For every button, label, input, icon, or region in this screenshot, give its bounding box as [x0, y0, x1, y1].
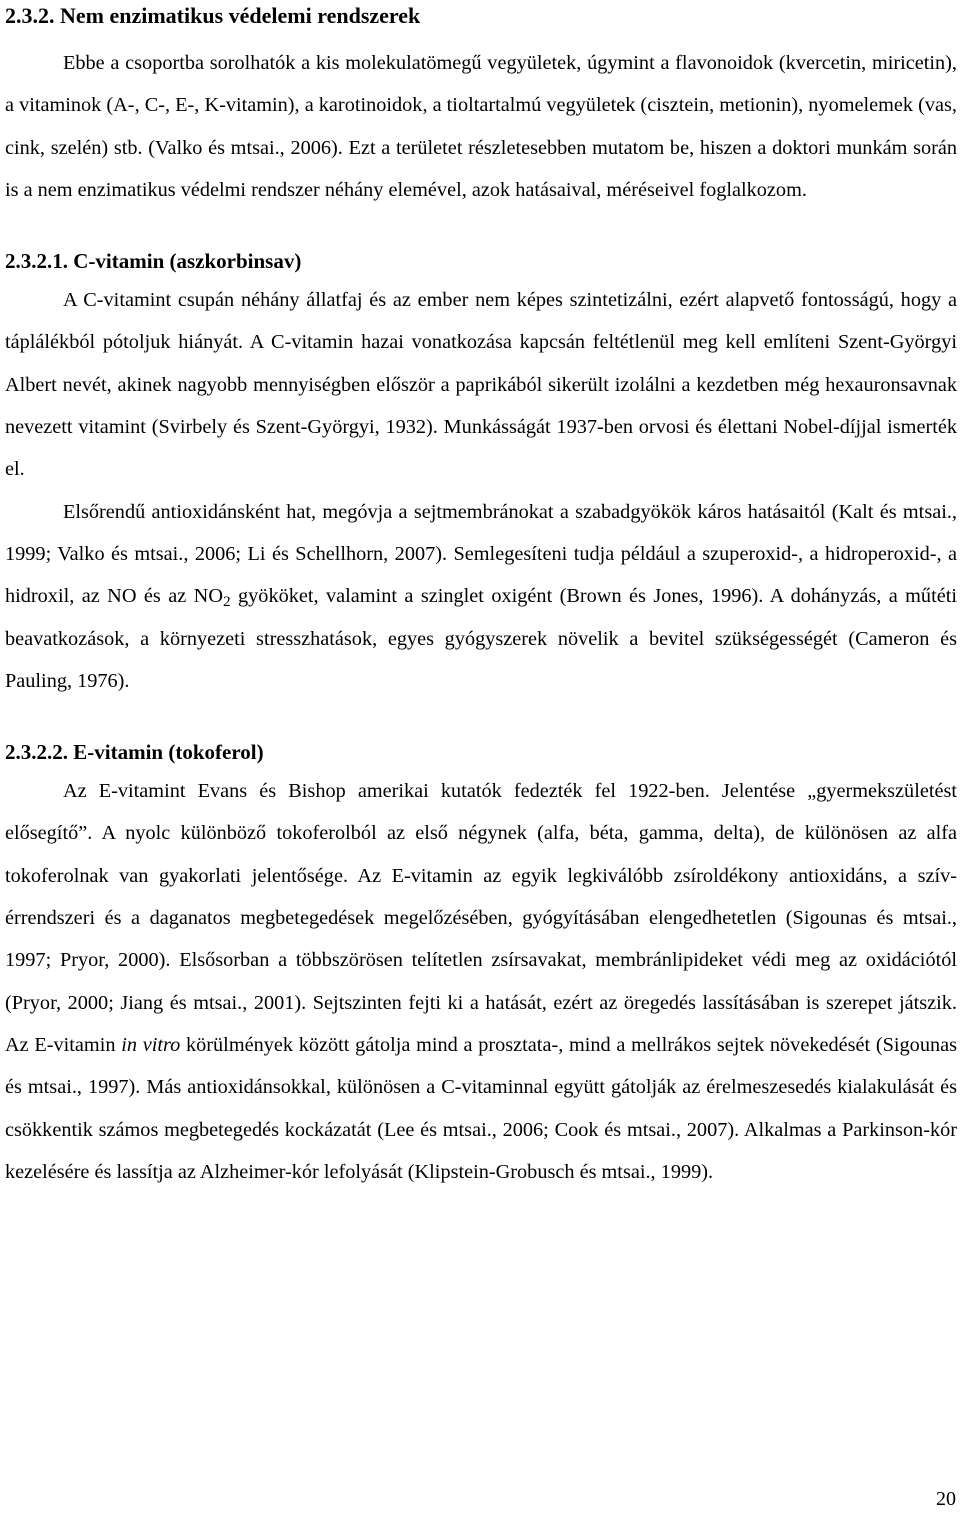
- vitamin-c-paragraph-2-text-a: Elsőrendű antioxidánsként hat, megóvja a sejtmembránokat a szabadgyökök káros hatásaitól (Kalt és mtsai., 1999; Valko és mtsai., 2006; Li és Schellhorn, 2007). Semlegesíteni tudja például a szuperoxid-, a hidroperoxid-, a hidroxil, az NO és az NO: [5, 500, 957, 608]
- subsection-heading: [5, 247, 957, 275]
- vitamin-e-paragraph-text-a: Az E-vitamint Evans és Bishop amerikai kutatók fedezték fel 1922-ben. Jelentése „gyermekszületést elősegítő”. A nyolc különböző tokoferolból az első négynek (alfa, béta, gamma, delta), de különösen az alfa tokoferolnak van gyakorlati jelentősége. Az E-vitamin az egyik legkiválóbb zsíroldékony antioxidáns, a szív-érrendszeri és a daganatos megbetegedések megelőzésében, gyógyításában elengedhetetlen (Sigounas és mtsai., 1997; Pryor, 2000). Elsősorban a többszörösen telítetlen zsírsavakat, membránlipideket védi meg az oxidációtól (Pryor, 2000; Jiang és mtsai., 2001). Sejtszinten fejti ki a hatását, ezért az öregedés lassításában is szerepet játszik. Az E-vitamin: [5, 780, 957, 1056]
- subsection-heading: [5, 738, 957, 766]
- section-title: Nem enzimatikus védelemi rendszerek: [60, 3, 421, 28]
- subsection-vitamin-e: [5, 738, 957, 1193]
- vitamin-c-paragraph-1-text: A C-vitamint csupán néhány állatfaj és az ember nem képes szintetizálni, ezért alapvető fontosságú, hogy a táplálékból pótoljuk hiányát. A C-vitamin hazai vonatkozása kapcsán feltétlenül meg kell említeni Szent-Györgyi Albert nevét, akinek nagyobb mennyiségben először a paprikából sikerült izolálni a kezdetben még hexauronsavnak nevezett vitamint (Svirbely és Szent-Györgyi, 1932). Munkásságát 1937-ben orvosi és élettani Nobel-díjjal ismerték el.: [5, 289, 957, 481]
- in-vitro-italic: in vitro: [121, 1033, 181, 1056]
- subsection-vitamin-c: [5, 247, 957, 702]
- section-paragraph-text: Ebbe a csoportba sorolhatók a kis molekulatömegű vegyületek, úgymint a flavonoidok (kvercetin, miricetin), a vitaminok (A-, C-, E-, K-vitamin), a karotinoidok, a tioltartalmú vegyületek (cisztein, metionin), nyomelemek (vas, cink, szelén) stb. (Valko és mtsai., 2006). Ezt a területet részletesebben mutatom be, hiszen a doktori munkám során is a nem enzimatikus védelmi rendszer néhány elemével, azok hatásaival, méréseivel foglalkozom.: [5, 52, 957, 201]
- section-number: 2.3.2.: [5, 3, 55, 28]
- vitamin-e-paragraph: [5, 770, 957, 1193]
- vitamin-c-paragraph-2: [5, 491, 957, 702]
- subsection-number: 2.3.2.1.: [5, 249, 68, 274]
- section-heading: [5, 0, 957, 30]
- vitamin-e-paragraph-text-b: körülmények között gátolja mind a prosztata-, mind a mellrákos sejtek növekedését (Sigounas és mtsai., 1997). Más antioxidánsokkal, különösen a C-vitaminnal együtt gátolják az érelmeszesedés kialakulását és csökkentik számos megbetegedés kockázatát (Lee és mtsai., 2006; Cook és mtsai., 2007). Alkalmas a Parkinson-kór kezelésére és lassítja az Alzheimer-kór lefolyását (Klipstein-Grobusch és mtsai., 1999).: [5, 1033, 957, 1183]
- subsection-number: 2.3.2.2.: [5, 740, 68, 765]
- subsection-title: E-vitamin (tokoferol): [73, 740, 264, 765]
- section-nonenzymatic: [5, 0, 957, 211]
- page-number: 20: [936, 1488, 956, 1510]
- vitamin-c-paragraph-1: [5, 279, 957, 490]
- section-paragraph: [5, 42, 957, 211]
- subsection-title: C-vitamin (aszkorbinsav): [73, 249, 302, 274]
- document-page: [5, 0, 957, 1193]
- vitamin-c-paragraph-2-text-b: gyököket, valamint a szinglet oxigént (Brown és Jones, 1996). A dohányzás, a műtéti beavatkozások, a környezeti stresszhatások, egyes gyógyszerek növelik a bevitel szükségességét (Cameron és Pauling, 1976).: [5, 585, 957, 692]
- no2-subscript: 2: [222, 593, 231, 611]
